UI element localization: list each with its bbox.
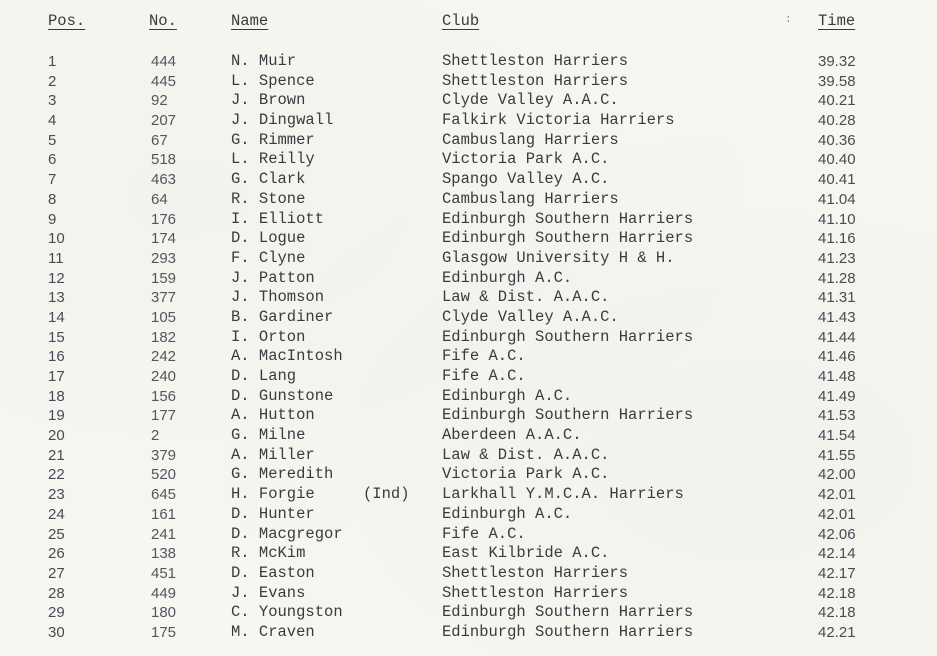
name-cell: G. Rimmer bbox=[231, 130, 315, 149]
header-club: Club bbox=[442, 12, 480, 30]
club-cell: Edinburgh Southern Harriers bbox=[442, 209, 694, 228]
name-cell: G. Milne bbox=[231, 426, 306, 445]
table-row bbox=[0, 269, 937, 289]
position-cell: 7 bbox=[48, 171, 57, 189]
time-cell: 41.43 bbox=[818, 308, 856, 326]
name-cell: I. Orton bbox=[231, 327, 306, 346]
position-cell: 17 bbox=[48, 368, 65, 385]
club-cell: East Kilbride A.C. bbox=[442, 544, 610, 563]
position-cell: 30 bbox=[48, 623, 65, 641]
table-row bbox=[0, 210, 937, 230]
number-cell: 174 bbox=[151, 230, 177, 248]
time-cell: 41.16 bbox=[818, 230, 856, 248]
position-cell: 10 bbox=[48, 230, 65, 248]
time-cell: 42.01 bbox=[818, 486, 856, 504]
time-cell: 41.53 bbox=[818, 407, 856, 425]
time-cell: 41.55 bbox=[818, 446, 856, 464]
position-cell: 24 bbox=[48, 505, 65, 523]
table-row bbox=[0, 229, 937, 249]
time-cell: 40.36 bbox=[818, 131, 856, 149]
name-cell: L. Reilly bbox=[231, 150, 315, 169]
position-cell: 21 bbox=[48, 446, 65, 464]
club-cell: Edinburgh Southern Harriers bbox=[442, 603, 694, 622]
time-cell: 40.21 bbox=[818, 92, 856, 110]
time-cell: 41.49 bbox=[818, 387, 856, 405]
time-cell: 40.41 bbox=[818, 171, 856, 189]
time-cell: 39.58 bbox=[818, 72, 856, 90]
club-cell: Edinburgh Southern Harriers bbox=[442, 622, 694, 641]
header-number: No. bbox=[149, 12, 177, 30]
club-cell: Edinburgh A.C. bbox=[442, 504, 573, 523]
name-cell: L. Spence bbox=[231, 71, 315, 90]
time-cell: 39.32 bbox=[818, 53, 856, 70]
position-cell: 26 bbox=[48, 545, 65, 563]
name-cell: D. Gunstone bbox=[231, 386, 334, 405]
name-cell: J. Thomson bbox=[231, 288, 325, 307]
position-cell: 29 bbox=[48, 604, 65, 622]
position-cell: 11 bbox=[48, 249, 64, 267]
number-cell: 176 bbox=[151, 210, 177, 228]
time-cell: 41.54 bbox=[818, 427, 856, 445]
table-row bbox=[0, 465, 937, 485]
time-cell: 42.01 bbox=[818, 505, 856, 523]
club-cell: Clyde Valley A.A.C. bbox=[442, 307, 619, 326]
note-cell: (Ind) bbox=[363, 485, 410, 504]
position-cell: 13 bbox=[48, 289, 65, 307]
table-row bbox=[0, 288, 937, 308]
stray-mark: : bbox=[785, 14, 792, 26]
name-cell: N. Muir bbox=[231, 52, 297, 70]
results-table bbox=[0, 52, 937, 643]
number-cell: 159 bbox=[151, 269, 177, 287]
number-cell: 180 bbox=[151, 604, 177, 622]
club-cell: Shettleston Harriers bbox=[442, 71, 629, 90]
position-cell: 25 bbox=[48, 525, 65, 543]
time-cell: 42.21 bbox=[818, 623, 856, 641]
table-row bbox=[0, 249, 937, 269]
number-cell: 520 bbox=[151, 466, 177, 484]
table-row bbox=[0, 190, 937, 210]
number-cell: 377 bbox=[151, 289, 177, 307]
time-cell: 41.44 bbox=[818, 328, 856, 346]
number-cell: 242 bbox=[151, 348, 177, 366]
name-cell: M. Craven bbox=[231, 622, 315, 641]
position-cell: 23 bbox=[48, 486, 65, 504]
name-cell: J. Brown bbox=[231, 91, 306, 110]
table-row bbox=[0, 111, 937, 131]
number-cell: 451 bbox=[151, 564, 177, 582]
table-row bbox=[0, 544, 937, 564]
header-position: Pos. bbox=[48, 12, 86, 30]
table-row bbox=[0, 426, 937, 446]
club-cell: Shettleston Harriers bbox=[442, 583, 629, 602]
position-cell: 5 bbox=[48, 131, 57, 149]
table-row bbox=[0, 603, 937, 623]
club-cell: Edinburgh Southern Harriers bbox=[442, 327, 694, 346]
table-row bbox=[0, 525, 937, 545]
name-cell: D. Easton bbox=[231, 563, 315, 582]
number-cell: 64 bbox=[151, 190, 168, 208]
club-cell: Victoria Park A.C. bbox=[442, 465, 610, 484]
club-cell: Fife A.C. bbox=[442, 367, 526, 385]
position-cell: 12 bbox=[48, 269, 65, 287]
number-cell: 518 bbox=[151, 151, 177, 169]
table-row bbox=[0, 387, 937, 407]
number-cell: 444 bbox=[151, 53, 177, 70]
time-cell: 40.40 bbox=[818, 151, 856, 169]
club-cell: Cambuslang Harriers bbox=[442, 189, 619, 208]
time-cell: 41.48 bbox=[818, 368, 856, 385]
club-cell: Edinburgh Southern Harriers bbox=[442, 229, 694, 248]
time-cell: 41.31 bbox=[818, 289, 856, 307]
club-cell: Aberdeen A.A.C. bbox=[442, 426, 582, 445]
name-cell: D. Lang bbox=[231, 367, 297, 385]
name-cell: G. Meredith bbox=[231, 465, 334, 484]
position-cell: 22 bbox=[48, 466, 65, 484]
name-cell: J. Evans bbox=[231, 583, 306, 602]
club-cell: Falkirk Victoria Harriers bbox=[442, 111, 675, 130]
number-cell: 293 bbox=[151, 249, 177, 267]
time-cell: 41.46 bbox=[818, 348, 856, 366]
club-cell: Edinburgh A.C. bbox=[442, 386, 573, 405]
time-cell: 41.10 bbox=[818, 210, 856, 228]
table-row bbox=[0, 347, 937, 367]
time-cell: 41.23 bbox=[818, 249, 856, 267]
number-cell: 645 bbox=[151, 486, 177, 504]
table-row bbox=[0, 505, 937, 525]
name-cell: A. MacIntosh bbox=[231, 347, 343, 366]
header-time: Time bbox=[818, 12, 856, 30]
club-cell: Fife A.C. bbox=[442, 347, 526, 366]
club-cell: Victoria Park A.C. bbox=[442, 150, 610, 169]
table-row bbox=[0, 485, 937, 505]
time-cell: 42.00 bbox=[818, 466, 856, 484]
name-cell: G. Clark bbox=[231, 170, 306, 189]
name-cell: A. Hutton bbox=[231, 406, 315, 425]
club-cell: Shettleston Harriers bbox=[442, 563, 629, 582]
position-cell: 9 bbox=[48, 210, 57, 228]
club-cell: Shettleston Harriers bbox=[442, 52, 629, 70]
position-cell: 2 bbox=[48, 72, 57, 90]
number-cell: 92 bbox=[151, 92, 168, 110]
number-cell: 240 bbox=[151, 368, 177, 385]
position-cell: 8 bbox=[48, 190, 57, 208]
table-row bbox=[0, 150, 937, 170]
number-cell: 449 bbox=[151, 584, 177, 602]
name-cell: A. Miller bbox=[231, 445, 315, 464]
name-cell: D. Hunter bbox=[231, 504, 315, 523]
number-cell: 156 bbox=[151, 387, 177, 405]
number-cell: 175 bbox=[151, 623, 177, 641]
club-cell: Glasgow University H & H. bbox=[442, 248, 675, 267]
table-header bbox=[0, 12, 937, 36]
table-row bbox=[0, 446, 937, 466]
table-row bbox=[0, 328, 937, 348]
name-cell: J. Patton bbox=[231, 268, 315, 287]
number-cell: 177 bbox=[151, 407, 177, 425]
name-cell: F. Clyne bbox=[231, 248, 306, 267]
name-cell: H. Forgie bbox=[231, 485, 315, 504]
time-cell: 40.28 bbox=[818, 112, 856, 130]
time-cell: 42.18 bbox=[818, 604, 856, 622]
table-row bbox=[0, 623, 937, 643]
number-cell: 463 bbox=[151, 171, 177, 189]
number-cell: 161 bbox=[151, 505, 177, 523]
table-row bbox=[0, 131, 937, 151]
club-cell: Edinburgh A.C. bbox=[442, 268, 573, 287]
number-cell: 379 bbox=[151, 446, 177, 464]
number-cell: 182 bbox=[151, 328, 177, 346]
position-cell: 19 bbox=[48, 407, 65, 425]
name-cell: D. Logue bbox=[231, 229, 306, 248]
club-cell: Spango Valley A.C. bbox=[442, 170, 610, 189]
name-cell: I. Elliott bbox=[231, 209, 325, 228]
table-row bbox=[0, 52, 937, 72]
position-cell: 27 bbox=[48, 564, 65, 582]
club-cell: Cambuslang Harriers bbox=[442, 130, 619, 149]
position-cell: 6 bbox=[48, 151, 57, 169]
name-cell: D. Macgregor bbox=[231, 524, 343, 543]
table-row bbox=[0, 308, 937, 328]
club-cell: Fife A.C. bbox=[442, 524, 526, 543]
time-cell: 41.04 bbox=[818, 190, 856, 208]
table-row bbox=[0, 406, 937, 426]
name-cell: B. Gardiner bbox=[231, 307, 334, 326]
number-cell: 105 bbox=[151, 308, 177, 326]
name-cell: J. Dingwall bbox=[231, 111, 334, 130]
position-cell: 18 bbox=[48, 387, 65, 405]
club-cell: Law & Dist. A.A.C. bbox=[442, 288, 610, 307]
name-cell: C. Youngston bbox=[231, 603, 343, 622]
club-cell: Edinburgh Southern Harriers bbox=[442, 406, 694, 425]
time-cell: 42.17 bbox=[818, 564, 856, 582]
number-cell: 2 bbox=[151, 427, 160, 445]
table-row bbox=[0, 170, 937, 190]
number-cell: 445 bbox=[151, 72, 177, 90]
name-cell: R. Stone bbox=[231, 189, 306, 208]
table-row bbox=[0, 72, 937, 92]
position-cell: 15 bbox=[48, 328, 65, 346]
position-cell: 4 bbox=[48, 112, 57, 130]
header-name: Name bbox=[231, 12, 269, 30]
name-cell: R. McKim bbox=[231, 544, 306, 563]
number-cell: 207 bbox=[151, 112, 177, 130]
table-row bbox=[0, 91, 937, 111]
club-cell: Clyde Valley A.A.C. bbox=[442, 91, 619, 110]
position-cell: 28 bbox=[48, 584, 65, 602]
time-cell: 42.06 bbox=[818, 525, 856, 543]
position-cell: 16 bbox=[48, 348, 65, 366]
time-cell: 42.18 bbox=[818, 584, 856, 602]
time-cell: 42.14 bbox=[818, 545, 856, 563]
time-cell: 41.28 bbox=[818, 269, 856, 287]
position-cell: 3 bbox=[48, 92, 57, 110]
table-row bbox=[0, 564, 937, 584]
table-row bbox=[0, 584, 937, 604]
number-cell: 138 bbox=[151, 545, 177, 563]
position-cell: 1 bbox=[48, 53, 57, 70]
number-cell: 241 bbox=[151, 525, 177, 543]
position-cell: 20 bbox=[48, 427, 65, 445]
table-row bbox=[0, 367, 937, 387]
position-cell: 14 bbox=[48, 308, 65, 326]
number-cell: 67 bbox=[151, 131, 168, 149]
club-cell: Larkhall Y.M.C.A. Harriers bbox=[442, 485, 684, 504]
club-cell: Law & Dist. A.A.C. bbox=[442, 445, 610, 464]
